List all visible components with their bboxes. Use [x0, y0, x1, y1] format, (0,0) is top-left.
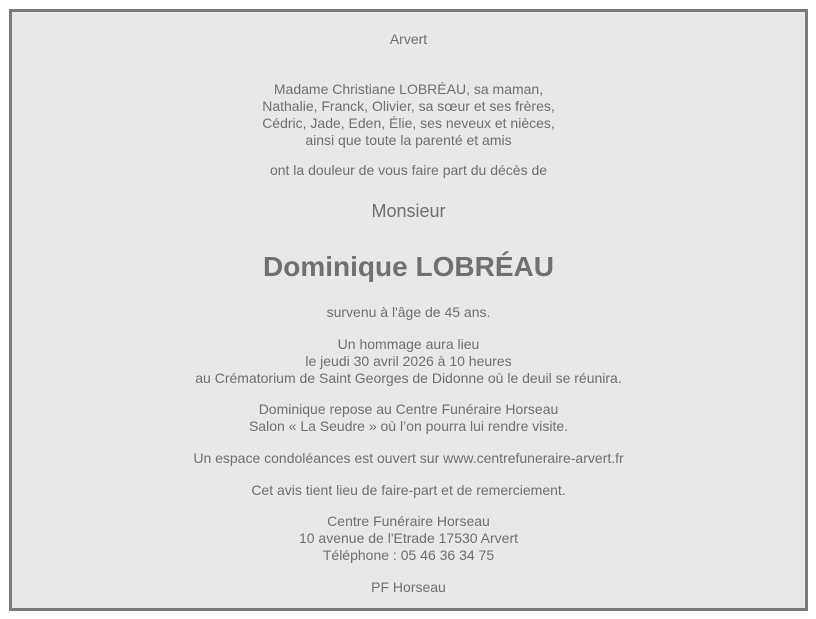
family-line: Madame Christiane LOBRÉAU, sa maman,	[273, 81, 544, 97]
condolences-text: Un espace condoléances est ouvert sur www.centrefuneraire-arvert.fr	[193, 450, 624, 466]
age-text: survenu à l'âge de 45 ans.	[326, 304, 491, 320]
tribute-info	[12, 336, 805, 387]
deceased-name	[12, 250, 805, 284]
signature-text: PF Horseau	[371, 579, 446, 595]
tribute-line: Un hommage aura lieu	[337, 336, 480, 352]
honorific	[12, 200, 805, 222]
repose-line: Salon « La Seudre » où l’on pourra lui rendre visite.	[248, 418, 569, 434]
tribute-line: le jeudi 30 avril 2026 à 10 heures	[305, 353, 512, 369]
faire-part-text: Cet avis tient lieu de faire-part et de remerciement.	[251, 482, 566, 498]
deceased-name-text: Dominique LOBRÉAU	[263, 251, 554, 282]
address-line: 10 avenue de l'Etrade 17530 Arvert	[298, 530, 519, 546]
honorific-text: Monsieur	[371, 201, 446, 221]
death-notice	[9, 9, 808, 611]
repose-info	[12, 401, 805, 435]
signature	[12, 579, 805, 596]
address-line: Centre Funéraire Horseau	[327, 513, 490, 529]
repose-line: Dominique repose au Centre Funéraire Horseau	[258, 401, 559, 417]
faire-part-note	[12, 482, 805, 499]
family-line: ainsi que toute la parenté et amis	[305, 132, 512, 148]
address-line: Téléphone : 05 46 36 34 75	[322, 547, 495, 563]
condolences-info	[12, 450, 805, 467]
city-text: Arvert	[389, 31, 428, 47]
announcement	[12, 162, 805, 179]
tribute-line: au Crématorium de Saint Georges de Didonne où le deuil se réunira.	[195, 370, 622, 386]
funeral-home-address	[12, 513, 805, 564]
family-line: Cédric, Jade, Eden, Élie, ses neveux et nièces,	[262, 115, 555, 131]
age-line	[12, 304, 805, 321]
family-list	[12, 81, 805, 149]
city-label	[12, 31, 805, 48]
announcement-text: ont la douleur de vous faire part du décès de	[269, 162, 548, 178]
family-line: Nathalie, Franck, Olivier, sa sœur et ses frères,	[262, 98, 555, 114]
